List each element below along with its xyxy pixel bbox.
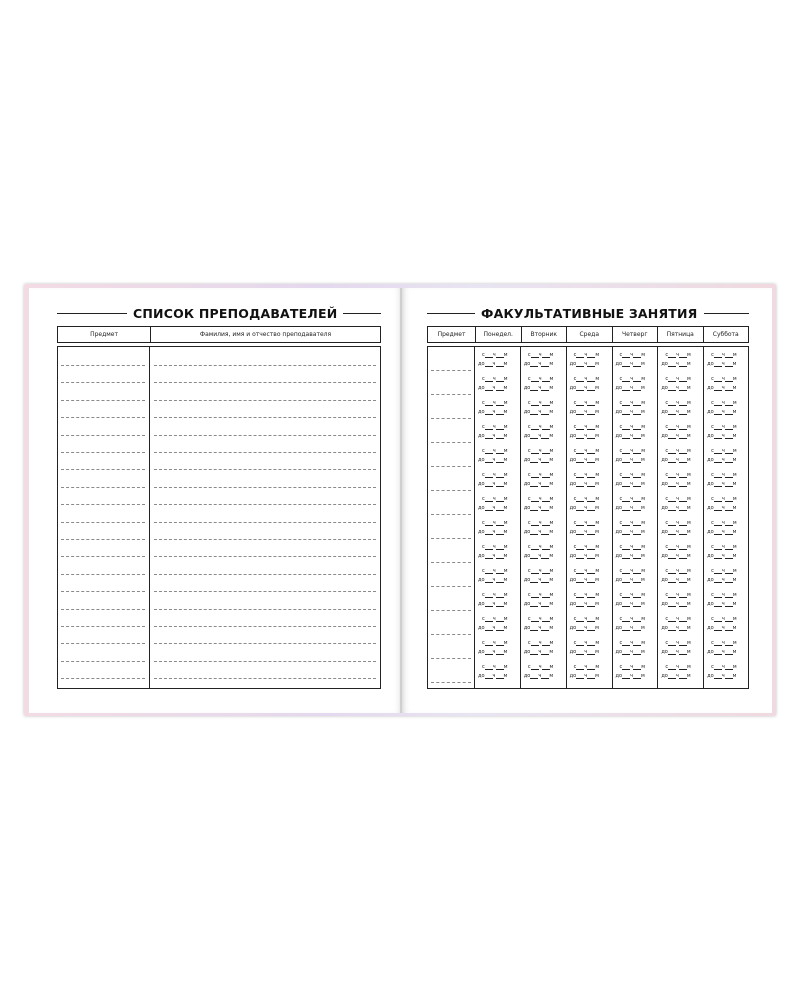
- time-from-slot[interactable]: с ч м: [711, 520, 737, 526]
- writing-line: [154, 400, 376, 401]
- writing-line: [61, 626, 145, 627]
- time-to-slot[interactable]: до ч м: [661, 577, 691, 583]
- time-from-slot[interactable]: с ч м: [619, 520, 645, 526]
- time-to-slot[interactable]: до ч м: [523, 409, 554, 415]
- time-to-slot[interactable]: до ч м: [615, 433, 645, 439]
- writing-line: [154, 574, 376, 575]
- writing-line: [61, 487, 145, 488]
- time-from-slot[interactable]: с ч м: [711, 496, 737, 502]
- writing-line: [154, 417, 376, 418]
- time-from-slot[interactable]: с ч м: [619, 664, 645, 670]
- time-from-slot[interactable]: с ч м: [619, 616, 645, 622]
- time-to-slot[interactable]: до ч м: [523, 649, 554, 655]
- time-from-slot[interactable]: с ч м: [482, 496, 508, 502]
- time-from-slot[interactable]: с ч м: [573, 592, 600, 598]
- writing-line: [61, 435, 145, 436]
- header-monday: Понедел.: [475, 327, 521, 342]
- right-page-title: ФАКУЛЬТАТИВНЫЕ ЗАНЯТИЯ: [481, 306, 698, 321]
- writing-line: [61, 609, 145, 610]
- time-to-slot[interactable]: до ч м: [615, 409, 645, 415]
- day-column-divider: [703, 347, 704, 688]
- time-from-slot[interactable]: с ч м: [527, 664, 554, 670]
- time-to-slot[interactable]: до ч м: [569, 361, 599, 367]
- time-to-slot[interactable]: до ч м: [661, 361, 691, 367]
- writing-line: [154, 504, 376, 505]
- time-to-slot[interactable]: до ч м: [478, 529, 508, 535]
- time-to-slot[interactable]: до ч м: [478, 649, 508, 655]
- title-rule-right: [704, 313, 749, 314]
- time-from-slot[interactable]: с ч м: [665, 400, 691, 406]
- writing-line: [61, 539, 145, 540]
- time-to-slot[interactable]: до ч м: [523, 673, 554, 679]
- time-to-slot[interactable]: до ч м: [523, 385, 554, 391]
- time-to-slot[interactable]: до ч м: [478, 385, 508, 391]
- time-to-slot[interactable]: до ч м: [707, 625, 737, 631]
- writing-line: [154, 661, 376, 662]
- time-from-slot[interactable]: с ч м: [619, 424, 645, 430]
- time-to-slot[interactable]: до ч м: [615, 457, 645, 463]
- time-from-slot[interactable]: с ч м: [665, 424, 691, 430]
- time-from-slot[interactable]: с ч м: [482, 616, 508, 622]
- day-column-divider: [612, 347, 613, 688]
- time-to-slot[interactable]: до ч м: [478, 457, 508, 463]
- time-to-slot[interactable]: до ч м: [569, 433, 599, 439]
- time-to-slot[interactable]: до ч м: [615, 505, 645, 511]
- writing-line: [61, 661, 145, 662]
- time-from-slot[interactable]: с ч м: [573, 376, 600, 382]
- time-to-slot[interactable]: до ч м: [478, 481, 508, 487]
- writing-line: [154, 591, 376, 592]
- time-to-slot[interactable]: до ч м: [615, 553, 645, 559]
- time-to-slot[interactable]: до ч м: [661, 601, 691, 607]
- time-from-slot[interactable]: с ч м: [573, 424, 600, 430]
- time-from-slot[interactable]: с ч м: [619, 568, 645, 574]
- time-from-slot[interactable]: с ч м: [527, 352, 554, 358]
- time-to-slot[interactable]: до ч м: [478, 505, 508, 511]
- time-from-slot[interactable]: с ч м: [482, 592, 508, 598]
- subject-line: [431, 466, 471, 467]
- time-to-slot[interactable]: до ч м: [523, 505, 554, 511]
- writing-line: [154, 487, 376, 488]
- subject-line: [431, 658, 471, 659]
- time-from-slot[interactable]: с ч м: [665, 640, 691, 646]
- time-to-slot[interactable]: до ч м: [661, 673, 691, 679]
- time-to-slot[interactable]: до ч м: [523, 529, 554, 535]
- writing-line: [154, 452, 376, 453]
- time-from-slot[interactable]: с ч м: [619, 352, 645, 358]
- time-from-slot[interactable]: с ч м: [711, 352, 737, 358]
- writing-line: [154, 556, 376, 557]
- time-to-slot[interactable]: до ч м: [615, 361, 645, 367]
- day-column-divider: [520, 347, 521, 688]
- header-saturday: Суббота: [703, 327, 749, 342]
- time-from-slot[interactable]: с ч м: [711, 424, 737, 430]
- time-to-slot[interactable]: до ч м: [661, 385, 691, 391]
- time-from-slot[interactable]: с ч м: [711, 400, 737, 406]
- time-to-slot[interactable]: до ч м: [615, 601, 645, 607]
- subject-line: [431, 634, 471, 635]
- time-to-slot[interactable]: до ч м: [569, 649, 599, 655]
- writing-line: [154, 539, 376, 540]
- writing-line: [61, 556, 145, 557]
- time-to-slot[interactable]: до ч м: [707, 673, 737, 679]
- time-from-slot[interactable]: с ч м: [527, 496, 554, 502]
- time-to-slot[interactable]: до ч м: [478, 673, 508, 679]
- time-from-slot[interactable]: с ч м: [665, 520, 691, 526]
- time-to-slot[interactable]: до ч м: [615, 577, 645, 583]
- time-to-slot[interactable]: до ч м: [661, 625, 691, 631]
- time-to-slot[interactable]: до ч м: [707, 649, 737, 655]
- time-from-slot[interactable]: с ч м: [573, 664, 600, 670]
- time-to-slot[interactable]: до ч м: [569, 505, 599, 511]
- time-to-slot[interactable]: до ч м: [661, 481, 691, 487]
- subject-line: [431, 610, 471, 611]
- time-to-slot[interactable]: до ч м: [707, 577, 737, 583]
- time-to-slot[interactable]: до ч м: [523, 625, 554, 631]
- writing-line: [61, 382, 145, 383]
- time-to-slot[interactable]: до ч м: [707, 553, 737, 559]
- time-from-slot[interactable]: с ч м: [527, 544, 554, 550]
- time-from-slot[interactable]: с ч м: [619, 592, 645, 598]
- time-to-slot[interactable]: до ч м: [523, 481, 554, 487]
- writing-line: [154, 522, 376, 523]
- time-from-slot[interactable]: с ч м: [482, 424, 508, 430]
- time-to-slot[interactable]: до ч м: [569, 457, 599, 463]
- time-to-slot[interactable]: до ч м: [569, 625, 599, 631]
- writing-line: [61, 365, 145, 366]
- writing-line: [154, 435, 376, 436]
- time-from-slot[interactable]: с ч м: [711, 592, 737, 598]
- time-to-slot[interactable]: до ч м: [615, 385, 645, 391]
- time-to-slot[interactable]: до ч м: [478, 553, 508, 559]
- subject-line: [431, 538, 471, 539]
- time-to-slot[interactable]: до ч м: [661, 553, 691, 559]
- day-column-divider: [474, 347, 475, 688]
- time-to-slot[interactable]: до ч м: [569, 673, 599, 679]
- time-to-slot[interactable]: до ч м: [478, 409, 508, 415]
- time-to-slot[interactable]: до ч м: [478, 625, 508, 631]
- time-from-slot[interactable]: с ч м: [573, 448, 600, 454]
- time-to-slot[interactable]: до ч м: [707, 433, 737, 439]
- title-rule-right: [343, 313, 381, 314]
- time-to-slot[interactable]: до ч м: [615, 673, 645, 679]
- time-from-slot[interactable]: с ч м: [711, 640, 737, 646]
- time-to-slot[interactable]: до ч м: [707, 409, 737, 415]
- writing-line: [154, 643, 376, 644]
- time-from-slot[interactable]: с ч м: [573, 400, 600, 406]
- time-to-slot[interactable]: до ч м: [661, 505, 691, 511]
- writing-line: [61, 417, 145, 418]
- time-from-slot[interactable]: с ч м: [711, 448, 737, 454]
- writing-line: [154, 626, 376, 627]
- time-to-slot[interactable]: до ч м: [569, 577, 599, 583]
- time-from-slot[interactable]: с ч м: [482, 352, 508, 358]
- time-to-slot[interactable]: до ч м: [615, 529, 645, 535]
- left-title-row: [57, 306, 381, 321]
- time-from-slot[interactable]: с ч м: [527, 592, 554, 598]
- writing-line: [61, 591, 145, 592]
- time-from-slot[interactable]: с ч м: [527, 472, 554, 478]
- time-to-slot[interactable]: до ч м: [569, 481, 599, 487]
- time-from-slot[interactable]: с ч м: [665, 664, 691, 670]
- writing-line: [61, 643, 145, 644]
- subject-line: [431, 682, 471, 683]
- time-from-slot[interactable]: с ч м: [527, 616, 554, 622]
- time-from-slot[interactable]: с ч м: [619, 544, 645, 550]
- time-from-slot[interactable]: с ч м: [482, 640, 508, 646]
- time-to-slot[interactable]: до ч м: [523, 601, 554, 607]
- time-from-slot[interactable]: с ч м: [527, 568, 554, 574]
- time-from-slot[interactable]: с ч м: [711, 376, 737, 382]
- teachers-table: [57, 346, 381, 689]
- time-from-slot[interactable]: с ч м: [665, 616, 691, 622]
- time-to-slot[interactable]: до ч м: [615, 481, 645, 487]
- writing-line: [154, 469, 376, 470]
- time-from-slot[interactable]: с ч м: [527, 520, 554, 526]
- time-to-slot[interactable]: до ч м: [569, 529, 599, 535]
- time-from-slot[interactable]: с ч м: [711, 616, 737, 622]
- time-to-slot[interactable]: до ч м: [707, 481, 737, 487]
- time-from-slot[interactable]: с ч м: [619, 448, 645, 454]
- time-from-slot[interactable]: с ч м: [482, 568, 508, 574]
- time-to-slot[interactable]: до ч м: [661, 649, 691, 655]
- time-from-slot[interactable]: с ч м: [665, 544, 691, 550]
- subject-line: [431, 418, 471, 419]
- writing-line: [154, 678, 376, 679]
- writing-line: [61, 504, 145, 505]
- teachers-table-divider: [149, 347, 150, 688]
- time-from-slot[interactable]: с ч м: [665, 568, 691, 574]
- time-from-slot[interactable]: с ч м: [573, 352, 600, 358]
- day-column-divider: [657, 347, 658, 688]
- time-to-slot[interactable]: до ч м: [478, 577, 508, 583]
- time-to-slot[interactable]: до ч м: [523, 457, 554, 463]
- time-from-slot[interactable]: с ч м: [482, 664, 508, 670]
- time-from-slot[interactable]: с ч м: [573, 616, 600, 622]
- subject-line: [431, 370, 471, 371]
- time-from-slot[interactable]: с ч м: [619, 472, 645, 478]
- writing-line: [154, 382, 376, 383]
- writing-line: [61, 400, 145, 401]
- time-from-slot[interactable]: с ч м: [665, 496, 691, 502]
- time-from-slot[interactable]: с ч м: [527, 448, 554, 454]
- time-to-slot[interactable]: до ч м: [661, 409, 691, 415]
- time-to-slot[interactable]: до ч м: [707, 385, 737, 391]
- time-from-slot[interactable]: с ч м: [573, 520, 600, 526]
- time-to-slot[interactable]: до ч м: [661, 529, 691, 535]
- time-to-slot[interactable]: до ч м: [661, 433, 691, 439]
- time-to-slot[interactable]: до ч м: [523, 433, 554, 439]
- time-to-slot[interactable]: до ч м: [478, 433, 508, 439]
- left-page-title: СПИСОК ПРЕПОДАВАТЕЛЕЙ: [133, 306, 338, 321]
- time-to-slot[interactable]: до ч м: [478, 361, 508, 367]
- time-from-slot[interactable]: с ч м: [482, 544, 508, 550]
- title-rule-left: [57, 313, 127, 314]
- time-from-slot[interactable]: с ч м: [711, 544, 737, 550]
- subject-line: [431, 562, 471, 563]
- time-to-slot[interactable]: до ч м: [569, 601, 599, 607]
- header-wednesday: Среда: [566, 327, 612, 342]
- time-from-slot[interactable]: с ч м: [482, 448, 508, 454]
- header-teacher-name: Фамилия, имя и отчество преподавателя: [150, 327, 380, 342]
- time-from-slot[interactable]: с ч м: [665, 352, 691, 358]
- time-to-slot[interactable]: до ч м: [523, 361, 554, 367]
- writing-line: [154, 609, 376, 610]
- subject-line: [431, 586, 471, 587]
- time-from-slot[interactable]: с ч м: [619, 376, 645, 382]
- writing-line: [61, 678, 145, 679]
- time-from-slot[interactable]: с ч м: [573, 496, 600, 502]
- header-tuesday: Вторник: [521, 327, 567, 342]
- time-to-slot[interactable]: до ч м: [707, 361, 737, 367]
- time-from-slot[interactable]: с ч м: [527, 400, 554, 406]
- time-from-slot[interactable]: с ч м: [573, 544, 600, 550]
- time-from-slot[interactable]: с ч м: [665, 472, 691, 478]
- time-from-slot[interactable]: с ч м: [573, 472, 600, 478]
- time-from-slot[interactable]: с ч м: [573, 640, 600, 646]
- electives-table: [427, 346, 749, 689]
- time-to-slot[interactable]: до ч м: [569, 409, 599, 415]
- time-to-slot[interactable]: до ч м: [569, 385, 599, 391]
- writing-line: [154, 365, 376, 366]
- time-from-slot[interactable]: с ч м: [665, 376, 691, 382]
- header-subject: Предмет: [90, 331, 118, 338]
- header-friday: Пятница: [657, 327, 703, 342]
- left-header: [57, 326, 381, 343]
- time-from-slot[interactable]: с ч м: [619, 496, 645, 502]
- time-to-slot[interactable]: до ч м: [569, 553, 599, 559]
- subject-line: [431, 394, 471, 395]
- right-title-row: [427, 306, 749, 321]
- time-from-slot[interactable]: с ч м: [527, 376, 554, 382]
- day-column-divider: [566, 347, 567, 688]
- time-to-slot[interactable]: до ч м: [707, 505, 737, 511]
- time-from-slot[interactable]: с ч м: [482, 400, 508, 406]
- time-from-slot[interactable]: с ч м: [482, 472, 508, 478]
- time-from-slot[interactable]: с ч м: [665, 448, 691, 454]
- writing-line: [61, 469, 145, 470]
- time-from-slot[interactable]: с ч м: [527, 424, 554, 430]
- time-to-slot[interactable]: до ч м: [707, 601, 737, 607]
- time-to-slot[interactable]: до ч м: [615, 649, 645, 655]
- time-to-slot[interactable]: до ч м: [478, 601, 508, 607]
- time-from-slot[interactable]: с ч м: [482, 376, 508, 382]
- header-subject: Предмет: [437, 331, 466, 338]
- writing-line: [61, 522, 145, 523]
- title-rule-left: [427, 313, 475, 314]
- time-from-slot[interactable]: с ч м: [619, 640, 645, 646]
- right-header: [427, 326, 749, 343]
- header-thursday: Четверг: [612, 327, 658, 342]
- time-to-slot[interactable]: до ч м: [523, 553, 554, 559]
- subject-line: [431, 514, 471, 515]
- subject-line: [431, 442, 471, 443]
- time-from-slot[interactable]: с ч м: [573, 568, 600, 574]
- time-from-slot[interactable]: с ч м: [711, 472, 737, 478]
- subject-line: [431, 490, 471, 491]
- time-from-slot[interactable]: с ч м: [482, 520, 508, 526]
- time-from-slot[interactable]: с ч м: [619, 400, 645, 406]
- time-from-slot[interactable]: с ч м: [665, 592, 691, 598]
- time-from-slot[interactable]: с ч м: [711, 664, 737, 670]
- time-from-slot[interactable]: с ч м: [711, 568, 737, 574]
- time-to-slot[interactable]: до ч м: [707, 529, 737, 535]
- book-spine: [400, 288, 402, 713]
- time-to-slot[interactable]: до ч м: [523, 577, 554, 583]
- time-to-slot[interactable]: до ч м: [661, 457, 691, 463]
- time-to-slot[interactable]: до ч м: [707, 457, 737, 463]
- writing-line: [61, 452, 145, 453]
- writing-line: [61, 574, 145, 575]
- time-from-slot[interactable]: с ч м: [527, 640, 554, 646]
- time-to-slot[interactable]: до ч м: [615, 625, 645, 631]
